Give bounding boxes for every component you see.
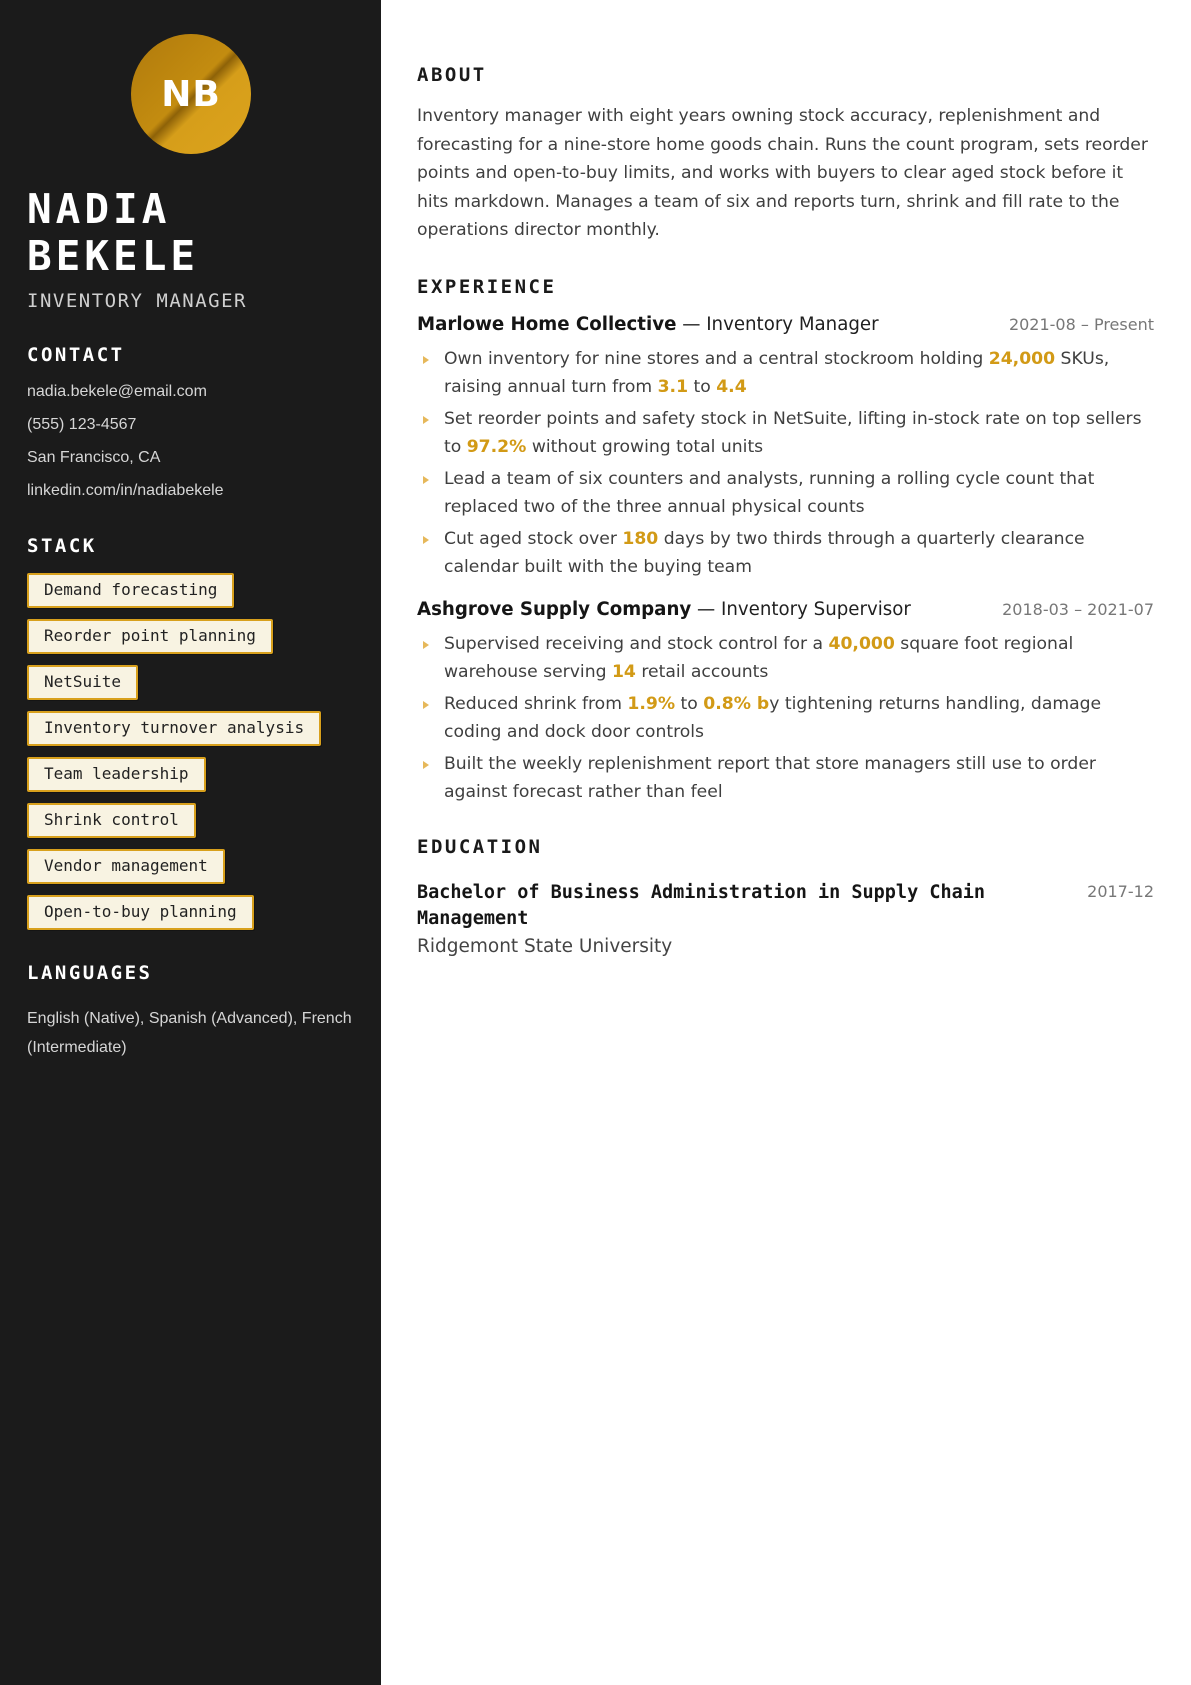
bullet-text: Set reorder points and safety stock in NetSuite, lifting in-stock rate on top sellers to xyxy=(444,408,1142,457)
bullet-highlight: 24,000 xyxy=(988,348,1056,369)
stack-tag: Inventory turnover analysis xyxy=(27,711,321,746)
contact-heading: CONTACT xyxy=(27,344,125,366)
bullet-text: Own inventory for nine stores and a central stockroom holding xyxy=(444,348,989,369)
bullet-text: Cut aged stock over xyxy=(444,528,623,549)
bullet-highlight: 1.9% xyxy=(627,693,676,714)
stack-tag: Vendor management xyxy=(27,849,225,884)
bullet-text: Reduced shrink from xyxy=(444,693,628,714)
bullet-arrow-icon xyxy=(423,536,429,544)
bullet-text: Built the weekly replenishment report that store managers still use to order against forecast rather than feel xyxy=(444,753,1096,802)
job-company: Ashgrove Supply Company xyxy=(417,598,692,620)
experience-heading: EXPERIENCE xyxy=(417,275,557,298)
avatar-initials: NB xyxy=(161,73,221,115)
education-degree: Bachelor of Business Administration in Supply Chain Management xyxy=(417,881,986,929)
contact-email[interactable]: nadia.bekele@email.com xyxy=(27,383,207,400)
stack-tag: Open-to-buy planning xyxy=(27,895,254,930)
name-first: NADIA xyxy=(27,185,171,233)
job-bullet-list xyxy=(417,345,1154,582)
job-bullet xyxy=(417,630,1154,687)
education-school: Ridgemont State University xyxy=(417,935,673,957)
languages-heading: LANGUAGES xyxy=(27,962,153,984)
bullet-highlight: 40,000 xyxy=(828,633,895,654)
job-title-line xyxy=(417,314,879,335)
job-title-line xyxy=(417,599,911,620)
education-heading: EDUCATION xyxy=(417,835,543,858)
job-bullet xyxy=(417,690,1154,747)
contact-phone: (555) 123-4567 xyxy=(27,416,137,433)
name-last: BEKELE xyxy=(27,232,200,280)
job-bullet xyxy=(417,750,1154,807)
bullet-text: days by two thirds through a quarterly clearance calendar built with the buying team xyxy=(444,528,1085,577)
job-entry xyxy=(417,314,1154,582)
bullet-text: square foot regional warehouse serving xyxy=(444,633,1074,682)
stack-tag: Demand forecasting xyxy=(27,573,234,608)
bullet-text: without growing total units xyxy=(526,437,764,457)
job-bullet xyxy=(417,525,1154,582)
bullet-text: SKUs, raising annual turn from xyxy=(444,348,1110,397)
contact-location: San Francisco, CA xyxy=(27,449,161,466)
job-separator: — xyxy=(676,313,707,335)
job-header xyxy=(417,314,1154,335)
sidebar xyxy=(0,0,381,1685)
job-title: Inventory Supervisor xyxy=(721,598,911,620)
bullet-text: retail accounts xyxy=(635,662,769,682)
contact-list xyxy=(27,382,354,501)
about-text: Inventory manager with eight years owning stock accuracy, replenishment and forecasting for a nine-store home goods chain. Runs the count program, sets reorder points and open-to-buy limits, and works with buyers to clear aged stock before it hits markdown. Manages a team of six and reports turn, shrink and fill rate to the operations director monthly. xyxy=(417,106,1148,240)
job-bullet xyxy=(417,405,1154,462)
bullet-highlight: 14 xyxy=(611,662,636,682)
job-separator: — xyxy=(691,598,722,620)
job-bullet-list xyxy=(417,630,1154,807)
job-dates: 2021-08 – Present xyxy=(1008,314,1154,334)
languages-text: English (Native), Spanish (Advanced), French (Intermediate) xyxy=(27,1010,352,1056)
job-bullet xyxy=(417,345,1154,402)
stack-tag: Shrink control xyxy=(27,803,196,838)
job-bullet xyxy=(417,465,1154,522)
stack-tag: Team leadership xyxy=(27,757,206,792)
stack-tag: Reorder point planning xyxy=(27,619,273,654)
stack-tag-list xyxy=(27,573,354,930)
bullet-highlight: 3.1 xyxy=(657,377,689,397)
bullet-text: to xyxy=(688,377,717,397)
job-entry xyxy=(417,599,1154,807)
job-dates: 2018-03 – 2021-07 xyxy=(1002,599,1154,619)
bullet-arrow-icon xyxy=(423,416,429,424)
job-company: Marlowe Home Collective xyxy=(417,313,677,335)
stack-heading: STACK xyxy=(27,535,97,557)
main-content xyxy=(381,0,1191,1685)
bullet-text: Supervised receiving and stock control for a xyxy=(444,633,829,654)
avatar xyxy=(131,34,251,154)
contact-linkedin[interactable]: linkedin.com/in/nadiabekele xyxy=(27,482,224,499)
about-heading: ABOUT xyxy=(417,64,487,86)
education-date: 2017-12 xyxy=(1087,881,1154,901)
stack-tag: NetSuite xyxy=(27,665,138,700)
bullet-arrow-icon xyxy=(423,701,429,709)
candidate-role: INVENTORY MANAGER xyxy=(27,290,247,312)
bullet-highlight: 4.4 xyxy=(716,377,747,397)
bullet-arrow-icon xyxy=(423,761,429,769)
education-entry xyxy=(417,880,1154,932)
bullet-highlight: 97.2% xyxy=(466,437,527,457)
bullet-arrow-icon xyxy=(423,356,429,364)
bullet-highlight: 0.8% b xyxy=(703,693,770,714)
bullet-text: to xyxy=(675,693,704,714)
job-header xyxy=(417,599,1154,620)
bullet-arrow-icon xyxy=(423,476,429,484)
bullet-text: Lead a team of six counters and analysts, running a rolling cycle count that replaced two of the three annual physical counts xyxy=(444,468,1095,517)
candidate-name xyxy=(27,186,354,280)
bullet-arrow-icon xyxy=(423,641,429,649)
bullet-highlight: 180 xyxy=(622,528,659,549)
job-title: Inventory Manager xyxy=(706,313,879,335)
bullet-text: y tightening returns handling, damage coding and dock door controls xyxy=(444,693,1102,742)
